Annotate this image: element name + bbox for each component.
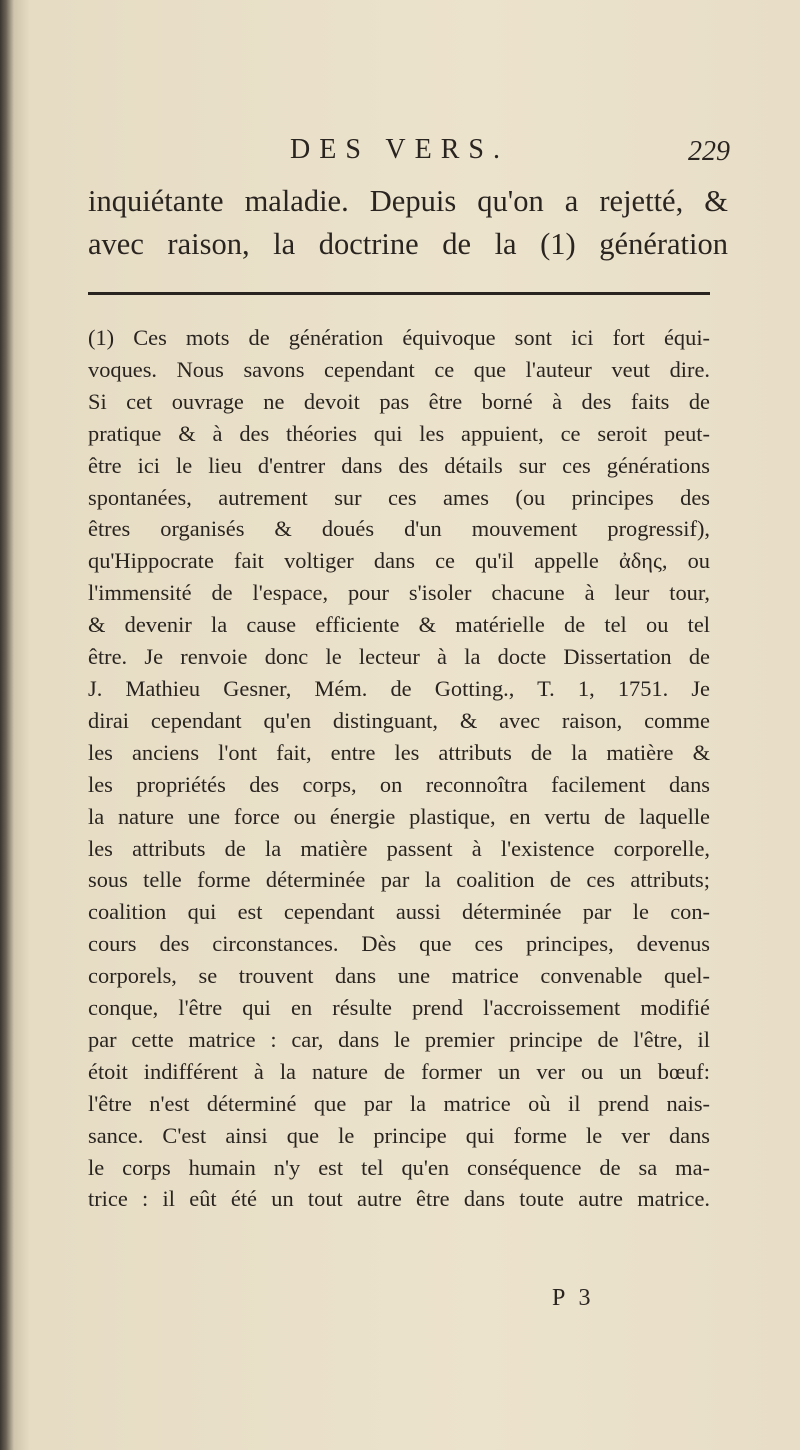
footnote-line: dirai cependant qu'en distinguant, & avec raison, comme [88,707,710,733]
footnote-line: l'immensité de l'espace, pour s'isoler chacune à leur tour, [88,580,710,606]
footnote-line: étoit indifférent à la nature de former un ver ou un bœuf: [88,1058,710,1084]
footnote-line: par cette matrice : car, dans le premier principe de l'être, il [88,1026,710,1052]
footnote-line: être ici le lieu d'entrer dans des détails sur ces générations [88,452,710,478]
footnote-line: voques. Nous savons cependant ce que l'auteur veut dire. [88,356,710,382]
footnote-line: Si cet ouvrage ne devoit pas être borné à des faits de [88,388,710,414]
footnote [88,322,710,1215]
footnote-line: coalition qui est cependant aussi déterminée par le con- [88,899,710,925]
footnote-line: les propriétés des corps, on reconnoîtra facilement dans [88,771,710,797]
footnote-line: trice : il eût été un tout autre être dans toute autre matrice. [88,1186,710,1212]
main-text-line: avec raison, la doctrine de la (1) génération [88,227,728,261]
footnote-line: le corps humain n'y est tel qu'en conséquence de sa ma- [88,1154,710,1180]
footnote-line: conque, l'être qui en résulte prend l'accroissement modifié [88,995,710,1021]
footnote-line: sance. C'est ainsi que le principe qui forme le ver dans [88,1122,710,1148]
footnote-line: sous telle forme déterminée par la coalition de ces attributs; [88,867,710,893]
main-text-line: inquiétante maladie. Depuis qu'on a rejetté, & [88,184,728,218]
running-head: DES VERS. [290,134,509,165]
main-text [88,180,728,266]
footnote-line: J. Mathieu Gesner, Mém. de Gotting., T. 1, 1751. Je [88,675,710,701]
page-number: 229 [688,136,730,167]
footnote-line: pratique & à des théories qui les appuient, ce seroit peut- [88,420,710,446]
footnote-line: les anciens l'ont fait, entre les attributs de la matière & [88,739,710,765]
footnote-line: qu'Hippocrate fait voltiger dans ce qu'il appelle ἀδης, ou [88,548,710,574]
footnote-line: cours des circonstances. Dès que ces principes, devenus [88,931,710,957]
footnote-line: spontanées, autrement sur ces ames (ou principes des [88,484,710,510]
signature-mark: P 3 [552,1285,595,1311]
footnote-line: (1) Ces mots de génération équivoque sont ici fort équi- [88,325,710,350]
page-header [290,134,730,174]
footnote-line: les attributs de la matière passent à l'existence corporelle, [88,835,710,861]
footnote-separator-rule [88,292,710,295]
footnote-line: la nature une force ou énergie plastique, en vertu de laquelle [88,803,710,829]
footnote-line: être. Je renvoie donc le lecteur à la docte Dissertation de [88,644,710,670]
footnote-line: êtres organisés & doués d'un mouvement progressif), [88,516,710,542]
footnote-line: corporels, se trouvent dans une matrice convenable quel- [88,963,710,989]
footnote-line: l'être n'est déterminé que par la matrice où il prend nais- [88,1090,710,1116]
footnote-line: & devenir la cause efficiente & matérielle de tel ou tel [88,612,710,638]
